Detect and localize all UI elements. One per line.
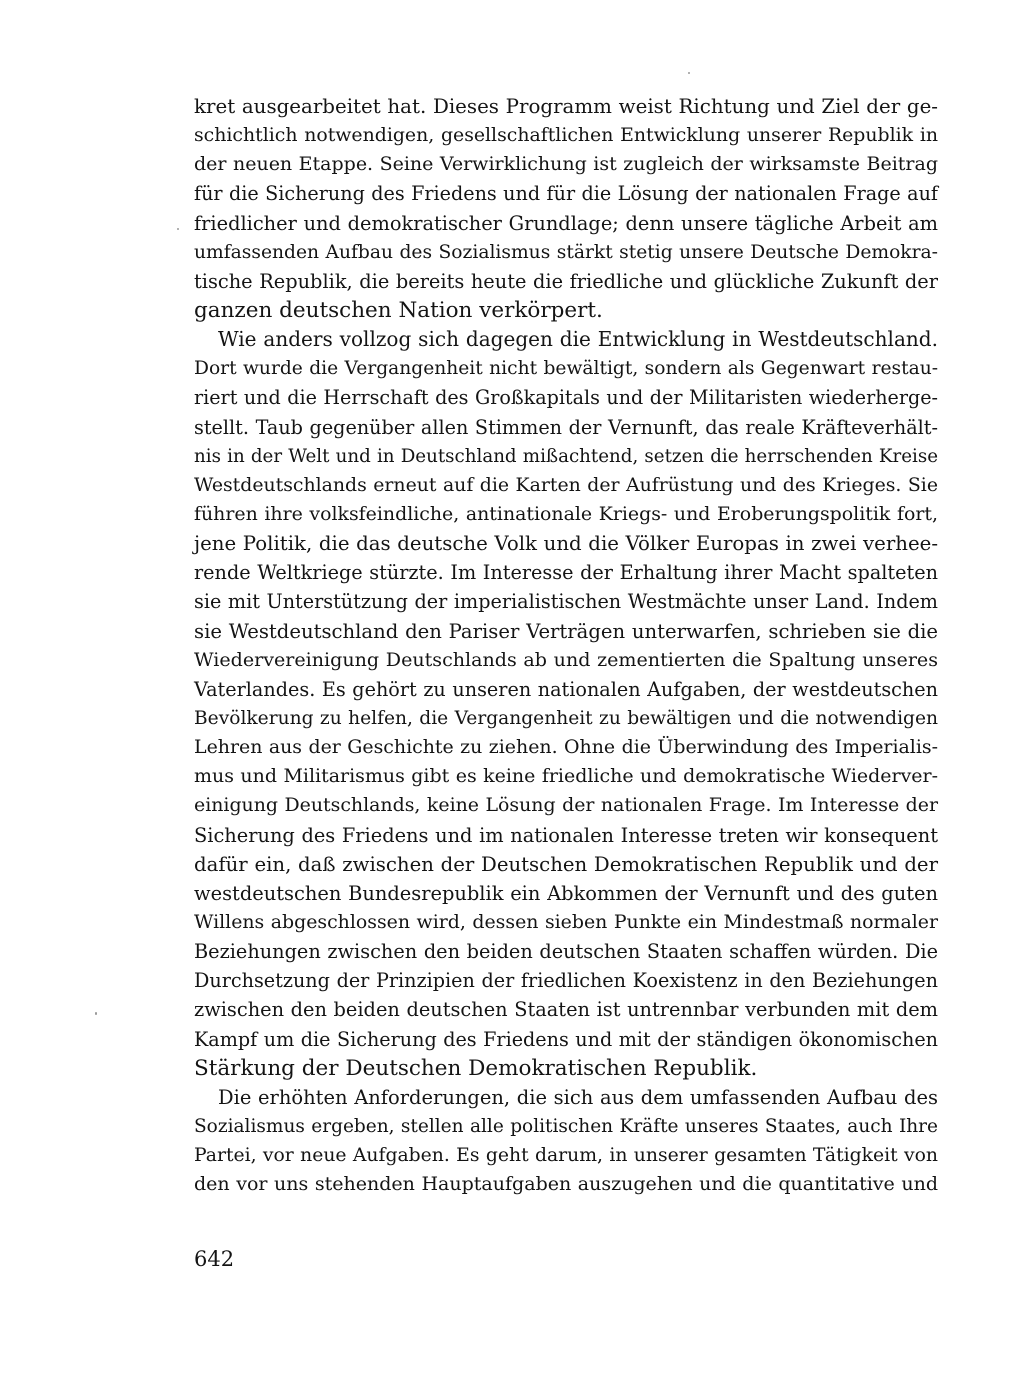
text-line: Vaterlandes. Es gehört zu unseren nationalen Aufgaben, der westdeutschen <box>194 677 938 701</box>
text-line: riert und die Herrschaft des Großkapitals und der Militaristen wiederherge- <box>194 386 938 410</box>
text-line: Kampf um die Sicherung des Friedens und mit der ständigen ökonomischen <box>194 1027 938 1051</box>
text-line: Lehren aus der Geschichte zu ziehen. Ohne die Überwindung des Imperialis- <box>194 736 938 759</box>
text-line: Beziehungen zwischen den beiden deutschen Staaten schaffen würden. Die <box>194 940 938 964</box>
page-number: 642 <box>194 1247 235 1271</box>
text-line: nis in der Welt und in Deutschland mißachtend, setzen die herrschenden Kreise <box>194 445 938 467</box>
text-line: Partei, vor neue Aufgaben. Es geht darum, in unserer gesamten Tätigkeit von <box>194 1145 938 1167</box>
paragraph-westdeutschland <box>194 325 938 1083</box>
text-line: Bevölkerung zu helfen, die Vergangenheit zu bewältigen und die notwendigen <box>194 707 938 729</box>
text-line: Die erhöhten Anforderungen, die sich aus dem umfassenden Aufbau des <box>218 1085 938 1109</box>
text-line: westdeutschen Bundesrepublik ein Abkommen der Vernunft und des guten <box>194 881 938 905</box>
text-line: mus und Militarismus gibt es keine friedliche und demokratische Wiederver- <box>194 765 938 788</box>
text-line: den vor uns stehenden Hauptaufgaben auszugehen und die quantitative und <box>194 1173 938 1196</box>
paragraph-continuation <box>194 92 938 325</box>
text-line: Stärkung der Deutschen Demokratischen Republik. <box>194 1055 758 1081</box>
text-line: führen ihre volksfeindliche, antinationale Kriegs- und Eroberungspolitik fort, <box>194 502 938 525</box>
text-line: rende Weltkriege stürzte. Im Interesse der Erhaltung ihrer Macht spalteten <box>194 561 938 585</box>
text-line: Dort wurde die Vergangenheit nicht bewältigt, sondern als Gegenwart restau- <box>194 358 938 380</box>
text-line: umfassenden Aufbau des Sozialismus stärkt stetig unsere Deutsche Demokra- <box>194 241 938 263</box>
text-line: Sozialismus ergeben, stellen alle politischen Kräfte unseres Staates, auch Ihre <box>194 1115 938 1137</box>
text-line: tische Republik, die bereits heute die friedliche und glückliche Zukunft der <box>194 269 938 293</box>
text-line: dafür ein, daß zwischen der Deutschen Demokratischen Republik und der <box>194 852 938 876</box>
text-line: ganzen deutschen Nation verkörpert. <box>194 297 603 323</box>
text-line: schichtlich notwendigen, gesellschaftlichen Entwicklung unserer Republik in <box>194 124 938 147</box>
text-line: Willens abgeschlossen wird, dessen sieben Punkte ein Mindestmaß normaler <box>194 910 938 933</box>
text-line: Durchsetzung der Prinzipien der friedlichen Koexistenz in den Beziehungen <box>194 969 938 993</box>
text-line: Westdeutschlands erneut auf die Karten der Aufrüstung und des Krieges. Sie <box>194 473 938 496</box>
print-speck <box>688 72 690 74</box>
text-line: einigung Deutschlands, keine Lösung der nationalen Frage. Im Interesse der <box>194 794 938 817</box>
text-line: sie Westdeutschland den Pariser Verträgen unterwarfen, schrieben sie die <box>194 619 938 643</box>
print-speck <box>95 1012 97 1015</box>
text-line: stellt. Taub gegenüber allen Stimmen der Vernunft, das reale Kräfteverhält- <box>194 415 938 439</box>
paragraph-anforderungen <box>194 1083 938 1200</box>
text-line: Wie anders vollzog sich dagegen die Entwicklung in Westdeutschland. <box>218 327 938 352</box>
body-text <box>194 92 938 1199</box>
text-line: für die Sicherung des Friedens und für die Lösung der nationalen Frage auf <box>194 182 938 206</box>
text-line: Wiedervereinigung Deutschlands ab und zementierten die Spaltung unseres <box>194 648 938 671</box>
text-line: kret ausgearbeitet hat. Dieses Programm weist Richtung und Ziel der ge- <box>194 95 938 118</box>
text-line: jene Politik, die das deutsche Volk und die Völker Europas in zwei verhee- <box>194 532 938 556</box>
text-line: sie mit Unterstützung der imperialistischen Westmächte unser Land. Indem <box>194 590 938 614</box>
text-line: friedlicher und demokratischer Grundlage; denn unsere tägliche Arbeit am <box>194 211 938 235</box>
text-line: zwischen den beiden deutschen Staaten ist untrennbar verbunden mit dem <box>194 998 938 1022</box>
text-line: der neuen Etappe. Seine Verwirklichung ist zugleich der wirksamste Beitrag <box>194 153 938 176</box>
text-line: Sicherung des Friedens und im nationalen Interesse treten wir konsequent <box>194 823 938 847</box>
print-speck <box>177 228 179 230</box>
